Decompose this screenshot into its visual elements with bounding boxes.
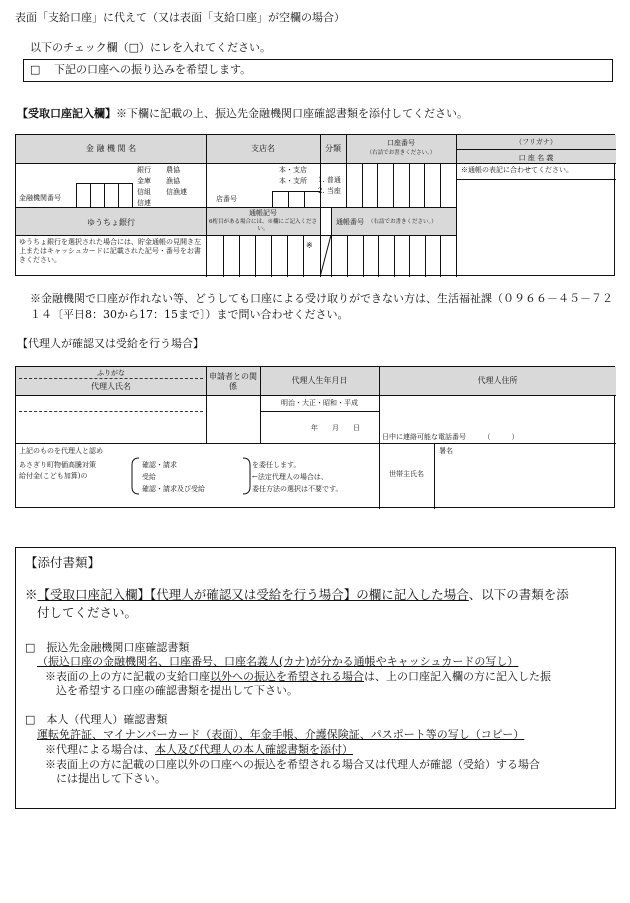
transfer-checkbox[interactable]: □ [30,63,41,76]
no-account-note: ※金融機関で口座が作れない等、どうしても口座による受け取りができない方は、生活福祉課（０９６６－４５－７２１４〔平日8：30から17：15まで〕）まで問い合わせください。 [30,292,613,321]
account-number-input[interactable] [346,163,456,207]
branch-code-label: 店番号 [216,195,237,203]
agent-address-input[interactable] [379,395,616,435]
yucho-symbol-input[interactable] [206,235,320,277]
transfer-check-label: 下記の口座への振り込みを希望します。 [54,63,252,76]
intro-text: 表面「支給口座」に代えて（又は表面「支給口座」が空欄の場合） [15,11,345,24]
left-bracket [130,457,140,495]
option-both[interactable]: 確認・請求及び受給 [142,485,205,493]
delegate-text-1: 上記のものを代理人と認め [19,447,103,455]
bank-note-pre: ※表面の上の方に記載の支給口座 [45,670,210,683]
yucho-number-note: （右詰でお書きください。） [368,219,437,225]
bank-code-label: 金融機関番号 [19,194,61,202]
main-note-line2: 付してください。 [37,605,138,620]
agent-address-header: 代理人住所 [477,376,518,385]
attachments-heading: 【添付書類】 [25,555,101,570]
branch-code-input[interactable] [272,191,320,207]
bank-type-kinko: 金庫 [137,177,151,185]
id-note-post: ） [342,743,353,756]
bank-note-underlined: 以外への振込を希望される場合 [210,670,364,683]
birth-date-fields[interactable]: 年 月 日 [311,424,360,432]
diagonal-slash [320,235,331,277]
right-bracket [242,457,252,495]
account-table [15,134,615,276]
bank-type-shinren: 信連 [137,199,151,207]
relation-input[interactable] [206,395,260,443]
yucho-number-input[interactable] [331,235,456,277]
signature-label: 署名 [439,447,453,455]
account-heading-title: 【受取口座記入欄】 [17,107,116,120]
agent-furigana-header: ふりがな [97,369,125,377]
check-instruction: 以下のチェック欄（□）にレを入れてください。 [30,41,272,54]
col-bank-name: 金 融 機 関 名 [85,144,137,153]
col-account-holder: 口 座 名 義 [518,154,554,162]
bank-type-gyokyou: 漁協 [166,177,180,185]
option-confirm-request[interactable]: 確認・請求 [142,461,177,469]
bank-code-input[interactable] [76,183,132,207]
item-id-docs-note-2: ※表面上の方に記載の口座以外の口座への振込を希望される場合又は代理人が確認（受給）する場合 [45,758,540,771]
era-options[interactable]: 明治・大正・昭和・平成 [281,399,358,407]
bank-type-ginkou: 銀行 [137,166,151,174]
item-id-docs-title[interactable]: □ 本人（代理人）確認書類 [25,713,168,726]
agent-section-heading: 【代理人が確認又は受給を行う場合】 [17,337,204,350]
account-section-heading [17,107,468,121]
relation-header: 申請者との関係 [209,372,257,391]
delegate-text-3: 給付金(こども加算)の [19,472,88,480]
branch-type-honshisho: 本・支所 [279,177,307,185]
id-note-underlined: 本人及び代理人の本人確認書類を添付 [155,743,342,756]
bank-type-noukyou: 農協 [166,166,180,174]
agent-name-header: 代理人氏名 [91,382,131,391]
delegate-right-2: ←法定代理人の場合は、 [252,473,328,481]
main-note-underlined: 【受取口座記入欄】【代理人が確認又は受給を行う場合】の欄に記入した場合 [37,587,469,602]
account-holder-input[interactable] [456,179,616,277]
delegate-right-1: を委任します。 [252,461,301,469]
item-id-docs-desc: 運転免許証、マイナンバーカード（表面）、年金手帳、介護保険証、パスポート等の写し（コピー） [37,728,525,741]
id-note-pre: ※代理による場合は、 [45,743,155,756]
col-furigana: （フリガナ） [515,138,557,146]
yucho-symbol-note: 6桁目がある場合には、※欄にご記入ください。 [208,219,317,232]
transfer-check-row[interactable] [23,59,613,82]
account-type-futsu[interactable]: 1. 普通 [318,176,341,184]
item-bank-docs-desc: （振込口座の金融機関名、口座番号、口座名義人(カナ)が分かる通帳やキャッシュカードの写し） [37,655,519,668]
item-bank-docs-title[interactable]: □ 振込先金融機関口座確認書類 [25,641,190,654]
item-bank-docs-note [45,670,551,684]
col-account-type: 分類 [325,144,341,153]
bank-type-shingyoren: 信漁連 [166,188,187,196]
col-account-number-note: （右詰でお書きください。） [366,150,436,156]
yucho-symbol-header: 通帳記号 [249,209,277,217]
agent-table [15,366,615,508]
delegate-text-2: あさぎり町物価高騰対策 [19,461,96,469]
yucho-instruction: ゆうちょ銀行を選択された場合には、貯金通帳の見開き左上またはキャッシュカードに記載された記号・番号をお書きください。 [19,238,201,264]
yucho-sixth-digit-mark: ※ [306,241,313,250]
main-note-mark: ※ [25,587,38,602]
attachments-main-note [25,586,569,603]
delegate-right-3: 委任方法の選択は不要です。 [252,485,343,493]
bank-type-shinkumi: 信組 [137,188,151,196]
item-id-docs-note-1 [45,743,353,757]
option-receive[interactable]: 受給 [142,473,156,481]
col-account-number: 口座番号 [387,139,415,147]
attachments-box [15,547,616,809]
holder-note: ※通帳の表記に合わせてください。 [461,166,573,174]
yucho-number-header: 通帳番号 [336,218,364,226]
account-heading-note: ※下欄に記載の上、振込先金融機関口座確認書類を添付してください。 [116,107,468,120]
bank-note-post: は、上の口座記入欄の方に記入した振 [364,670,551,683]
yucho-label: ゆうちょ銀行 [87,218,135,227]
account-type-touza[interactable]: 2. 当座 [318,187,341,195]
phone-label: 日中に連絡可能な電話番号 （ ） [382,433,519,441]
agent-furigana-input[interactable] [16,395,206,411]
agent-birth-header: 代理人生年月日 [291,376,348,385]
col-branch-name: 支店名 [251,144,275,153]
item-id-docs-note-3: には提出して下さい。 [56,772,166,785]
agent-name-input[interactable] [16,411,206,443]
item-bank-docs-note-2: 込を希望する口座の確認書類を提出して下さい。 [56,684,298,697]
branch-type-honshiten: 本・支店 [279,166,307,174]
householder-label: 世帯主氏名 [389,470,424,478]
householder-signature-input[interactable] [434,443,616,509]
main-note-end: 、以下の書類を添 [468,587,569,602]
